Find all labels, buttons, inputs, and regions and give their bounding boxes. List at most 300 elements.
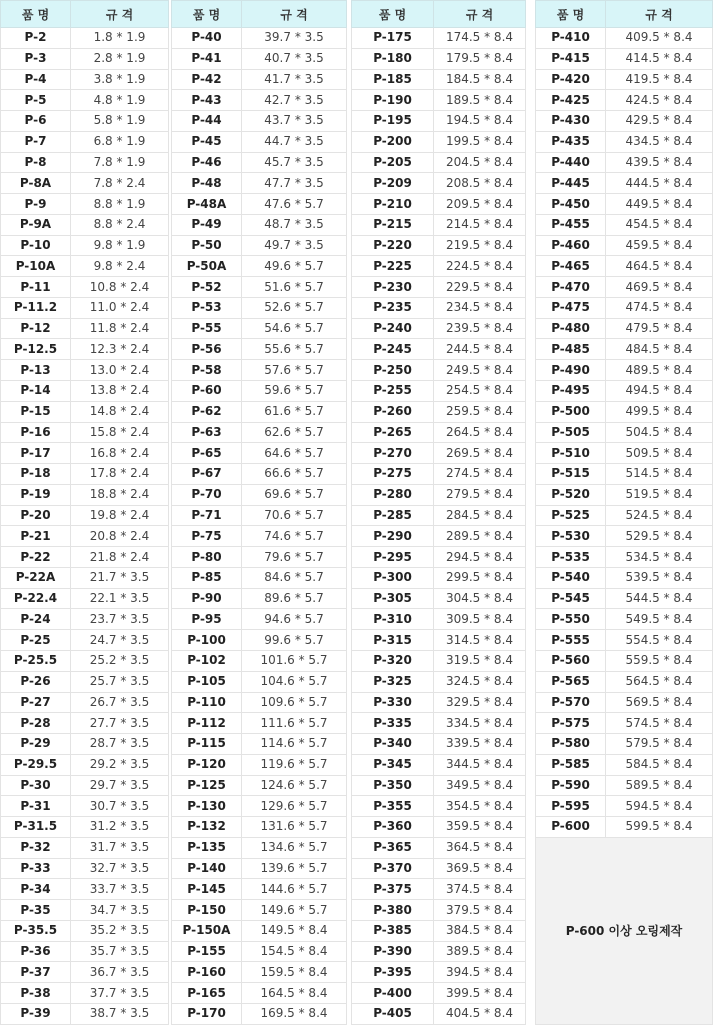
part-name-cell: P-530 bbox=[536, 526, 606, 547]
part-name-cell: P-48 bbox=[172, 173, 242, 194]
table-row bbox=[536, 28, 713, 49]
part-spec-cell: 149.5 * 8.4 bbox=[242, 920, 347, 941]
part-name-cell: P-315 bbox=[352, 630, 434, 651]
table-row bbox=[1, 256, 169, 277]
table-row bbox=[352, 339, 526, 360]
part-spec-cell: 404.5 * 8.4 bbox=[434, 1003, 526, 1024]
table-row bbox=[536, 297, 713, 318]
table-row bbox=[352, 837, 526, 858]
table-row bbox=[172, 401, 347, 422]
table-row bbox=[1, 526, 169, 547]
table-row bbox=[172, 28, 347, 49]
part-spec-cell: 149.6 * 5.7 bbox=[242, 900, 347, 921]
part-spec-cell: 134.6 * 5.7 bbox=[242, 837, 347, 858]
table-row bbox=[172, 900, 347, 921]
part-name-cell: P-112 bbox=[172, 713, 242, 734]
table-row bbox=[172, 630, 347, 651]
part-spec-cell: 22.1 * 3.5 bbox=[71, 588, 169, 609]
part-spec-cell: 544.5 * 8.4 bbox=[606, 588, 713, 609]
table-row bbox=[352, 650, 526, 671]
part-spec-cell: 69.6 * 5.7 bbox=[242, 484, 347, 505]
name-header: 품 명 bbox=[1, 1, 71, 28]
part-name-cell: P-14 bbox=[1, 381, 71, 402]
part-name-cell: P-375 bbox=[352, 879, 434, 900]
part-spec-cell: 169.5 * 8.4 bbox=[242, 1003, 347, 1024]
table-row bbox=[536, 734, 713, 755]
part-spec-cell: 25.2 * 3.5 bbox=[71, 650, 169, 671]
table-row bbox=[352, 277, 526, 298]
part-name-cell: P-480 bbox=[536, 318, 606, 339]
part-spec-cell: 594.5 * 8.4 bbox=[606, 796, 713, 817]
part-spec-cell: 66.6 * 5.7 bbox=[242, 464, 347, 485]
part-spec-cell: 14.8 * 2.4 bbox=[71, 401, 169, 422]
table-row bbox=[536, 235, 713, 256]
part-name-cell: P-505 bbox=[536, 422, 606, 443]
part-spec-cell: 279.5 * 8.4 bbox=[434, 484, 526, 505]
table-row bbox=[172, 920, 347, 941]
part-spec-cell: 234.5 * 8.4 bbox=[434, 297, 526, 318]
part-name-cell: P-33 bbox=[1, 858, 71, 879]
part-name-cell: P-120 bbox=[172, 754, 242, 775]
part-spec-cell: 13.8 * 2.4 bbox=[71, 381, 169, 402]
table-row bbox=[172, 256, 347, 277]
table-row bbox=[1, 858, 169, 879]
part-spec-cell: 54.6 * 5.7 bbox=[242, 318, 347, 339]
table-row bbox=[1, 339, 169, 360]
table-row bbox=[172, 484, 347, 505]
part-spec-cell: 5.8 * 1.9 bbox=[71, 111, 169, 132]
part-spec-cell: 4.8 * 1.9 bbox=[71, 90, 169, 111]
part-name-cell: P-67 bbox=[172, 464, 242, 485]
table-row bbox=[536, 360, 713, 381]
part-name-cell: P-2 bbox=[1, 28, 71, 49]
note-row bbox=[536, 837, 713, 1024]
part-name-cell: P-535 bbox=[536, 547, 606, 568]
part-spec-cell: 179.5 * 8.4 bbox=[434, 48, 526, 69]
table-row bbox=[172, 609, 347, 630]
part-spec-cell: 574.5 * 8.4 bbox=[606, 713, 713, 734]
table-row bbox=[1, 152, 169, 173]
table-row bbox=[1, 609, 169, 630]
part-name-cell: P-435 bbox=[536, 131, 606, 152]
part-spec-cell: 79.6 * 5.7 bbox=[242, 547, 347, 568]
part-spec-cell: 45.7 * 3.5 bbox=[242, 152, 347, 173]
part-name-cell: P-125 bbox=[172, 775, 242, 796]
part-spec-cell: 20.8 * 2.4 bbox=[71, 526, 169, 547]
part-name-cell: P-45 bbox=[172, 131, 242, 152]
part-spec-cell: 304.5 * 8.4 bbox=[434, 588, 526, 609]
part-name-cell: P-150 bbox=[172, 900, 242, 921]
part-spec-cell: 42.7 * 3.5 bbox=[242, 90, 347, 111]
part-spec-cell: 31.2 * 3.5 bbox=[71, 817, 169, 838]
part-spec-cell: 109.6 * 5.7 bbox=[242, 692, 347, 713]
part-spec-cell: 9.8 * 2.4 bbox=[71, 256, 169, 277]
table-row bbox=[172, 837, 347, 858]
part-spec-cell: 269.5 * 8.4 bbox=[434, 443, 526, 464]
part-name-cell: P-520 bbox=[536, 484, 606, 505]
table-row bbox=[172, 671, 347, 692]
table-row bbox=[1, 48, 169, 69]
part-spec-cell: 36.7 * 3.5 bbox=[71, 962, 169, 983]
part-spec-cell: 111.6 * 5.7 bbox=[242, 713, 347, 734]
part-spec-cell: 174.5 * 8.4 bbox=[434, 28, 526, 49]
part-spec-cell: 239.5 * 8.4 bbox=[434, 318, 526, 339]
part-spec-cell: 39.7 * 3.5 bbox=[242, 28, 347, 49]
part-spec-cell: 26.7 * 3.5 bbox=[71, 692, 169, 713]
part-spec-cell: 8.8 * 2.4 bbox=[71, 214, 169, 235]
part-spec-cell: 51.6 * 5.7 bbox=[242, 277, 347, 298]
part-name-cell: P-495 bbox=[536, 381, 606, 402]
table-row bbox=[536, 484, 713, 505]
table-body bbox=[352, 28, 526, 1025]
part-name-cell: P-590 bbox=[536, 775, 606, 796]
part-name-cell: P-600 bbox=[536, 817, 606, 838]
part-name-cell: P-22.4 bbox=[1, 588, 71, 609]
part-spec-cell: 49.6 * 5.7 bbox=[242, 256, 347, 277]
part-name-cell: P-280 bbox=[352, 484, 434, 505]
table-row bbox=[536, 90, 713, 111]
table-row bbox=[352, 69, 526, 90]
part-spec-cell: 47.6 * 5.7 bbox=[242, 194, 347, 215]
part-spec-cell: 43.7 * 3.5 bbox=[242, 111, 347, 132]
table-row bbox=[1, 464, 169, 485]
part-name-cell: P-85 bbox=[172, 567, 242, 588]
table-row bbox=[536, 671, 713, 692]
part-spec-cell: 44.7 * 3.5 bbox=[242, 131, 347, 152]
part-name-cell: P-490 bbox=[536, 360, 606, 381]
part-spec-cell: 84.6 * 5.7 bbox=[242, 567, 347, 588]
part-name-cell: P-36 bbox=[1, 941, 71, 962]
part-name-cell: P-455 bbox=[536, 214, 606, 235]
part-spec-cell: 61.6 * 5.7 bbox=[242, 401, 347, 422]
table-row bbox=[172, 962, 347, 983]
part-spec-cell: 274.5 * 8.4 bbox=[434, 464, 526, 485]
table-row bbox=[172, 194, 347, 215]
table-row bbox=[172, 48, 347, 69]
part-spec-cell: 32.7 * 3.5 bbox=[71, 858, 169, 879]
table-row bbox=[1, 111, 169, 132]
part-spec-cell: 204.5 * 8.4 bbox=[434, 152, 526, 173]
table-row bbox=[352, 152, 526, 173]
table-row bbox=[352, 381, 526, 402]
part-name-cell: P-63 bbox=[172, 422, 242, 443]
part-name-cell: P-170 bbox=[172, 1003, 242, 1024]
part-name-cell: P-585 bbox=[536, 754, 606, 775]
table-row bbox=[536, 214, 713, 235]
table-row bbox=[1, 214, 169, 235]
part-name-cell: P-240 bbox=[352, 318, 434, 339]
table-row bbox=[172, 588, 347, 609]
part-spec-cell: 12.3 * 2.4 bbox=[71, 339, 169, 360]
part-spec-cell: 208.5 * 8.4 bbox=[434, 173, 526, 194]
part-name-cell: P-390 bbox=[352, 941, 434, 962]
part-name-cell: P-42 bbox=[172, 69, 242, 90]
table-row bbox=[352, 360, 526, 381]
part-name-cell: P-415 bbox=[536, 48, 606, 69]
part-name-cell: P-465 bbox=[536, 256, 606, 277]
part-name-cell: P-209 bbox=[352, 173, 434, 194]
part-name-cell: P-4 bbox=[1, 69, 71, 90]
part-name-cell: P-46 bbox=[172, 152, 242, 173]
part-name-cell: P-35 bbox=[1, 900, 71, 921]
part-spec-cell: 6.8 * 1.9 bbox=[71, 131, 169, 152]
part-name-cell: P-295 bbox=[352, 547, 434, 568]
part-name-cell: P-355 bbox=[352, 796, 434, 817]
part-spec-cell: 11.0 * 2.4 bbox=[71, 297, 169, 318]
name-header: 품 명 bbox=[352, 1, 434, 28]
part-name-cell: P-32 bbox=[1, 837, 71, 858]
part-spec-cell: 409.5 * 8.4 bbox=[606, 28, 713, 49]
table-row bbox=[172, 69, 347, 90]
table-row bbox=[172, 650, 347, 671]
part-spec-cell: 199.5 * 8.4 bbox=[434, 131, 526, 152]
table-row bbox=[1, 879, 169, 900]
table-row bbox=[172, 796, 347, 817]
part-name-cell: P-130 bbox=[172, 796, 242, 817]
part-name-cell: P-90 bbox=[172, 588, 242, 609]
table-row bbox=[536, 713, 713, 734]
part-spec-cell: 40.7 * 3.5 bbox=[242, 48, 347, 69]
part-name-cell: P-430 bbox=[536, 111, 606, 132]
part-name-cell: P-165 bbox=[172, 983, 242, 1004]
table-row bbox=[172, 90, 347, 111]
part-spec-cell: 229.5 * 8.4 bbox=[434, 277, 526, 298]
table-row bbox=[172, 713, 347, 734]
part-spec-cell: 414.5 * 8.4 bbox=[606, 48, 713, 69]
part-spec-cell: 359.5 * 8.4 bbox=[434, 817, 526, 838]
table-row bbox=[1, 775, 169, 796]
part-spec-cell: 599.5 * 8.4 bbox=[606, 817, 713, 838]
part-name-cell: P-560 bbox=[536, 650, 606, 671]
table-row bbox=[172, 526, 347, 547]
table-row bbox=[352, 609, 526, 630]
part-name-cell: P-330 bbox=[352, 692, 434, 713]
table-row bbox=[352, 754, 526, 775]
part-spec-cell: 259.5 * 8.4 bbox=[434, 401, 526, 422]
table-row bbox=[172, 277, 347, 298]
part-name-cell: P-225 bbox=[352, 256, 434, 277]
part-name-cell: P-205 bbox=[352, 152, 434, 173]
part-spec-cell: 8.8 * 1.9 bbox=[71, 194, 169, 215]
part-name-cell: P-20 bbox=[1, 505, 71, 526]
part-name-cell: P-26 bbox=[1, 671, 71, 692]
part-spec-cell: 99.6 * 5.7 bbox=[242, 630, 347, 651]
table-row bbox=[352, 858, 526, 879]
table-row bbox=[1, 837, 169, 858]
table-row bbox=[1, 567, 169, 588]
part-name-cell: P-10A bbox=[1, 256, 71, 277]
table-row bbox=[1, 650, 169, 671]
table-row bbox=[536, 692, 713, 713]
part-name-cell: P-175 bbox=[352, 28, 434, 49]
part-spec-cell: 124.6 * 5.7 bbox=[242, 775, 347, 796]
part-spec-cell: 564.5 * 8.4 bbox=[606, 671, 713, 692]
table-row bbox=[1, 920, 169, 941]
part-spec-cell: 48.7 * 3.5 bbox=[242, 214, 347, 235]
table-row bbox=[172, 734, 347, 755]
table-row bbox=[172, 235, 347, 256]
part-spec-cell: 349.5 * 8.4 bbox=[434, 775, 526, 796]
part-spec-cell: 27.7 * 3.5 bbox=[71, 713, 169, 734]
part-spec-cell: 29.7 * 3.5 bbox=[71, 775, 169, 796]
table-row bbox=[1, 484, 169, 505]
part-spec-cell: 299.5 * 8.4 bbox=[434, 567, 526, 588]
table-body bbox=[1, 28, 169, 1025]
part-spec-cell: 214.5 * 8.4 bbox=[434, 214, 526, 235]
part-spec-cell: 2.8 * 1.9 bbox=[71, 48, 169, 69]
table-row bbox=[1, 505, 169, 526]
part-spec-cell: 64.6 * 5.7 bbox=[242, 443, 347, 464]
table-row bbox=[536, 609, 713, 630]
part-spec-cell: 129.6 * 5.7 bbox=[242, 796, 347, 817]
part-spec-cell: 11.8 * 2.4 bbox=[71, 318, 169, 339]
table-row bbox=[352, 131, 526, 152]
table-row bbox=[536, 381, 713, 402]
part-spec-cell: 254.5 * 8.4 bbox=[434, 381, 526, 402]
part-spec-cell: 62.6 * 5.7 bbox=[242, 422, 347, 443]
table-row bbox=[1, 941, 169, 962]
part-spec-cell: 364.5 * 8.4 bbox=[434, 837, 526, 858]
part-name-cell: P-11 bbox=[1, 277, 71, 298]
table-row bbox=[1, 983, 169, 1004]
table-row bbox=[352, 505, 526, 526]
table-row bbox=[172, 505, 347, 526]
part-name-cell: P-525 bbox=[536, 505, 606, 526]
part-spec-cell: 524.5 * 8.4 bbox=[606, 505, 713, 526]
table-row bbox=[536, 650, 713, 671]
spec-header: 규 격 bbox=[71, 1, 169, 28]
part-spec-cell: 38.7 * 3.5 bbox=[71, 1003, 169, 1024]
table-row bbox=[1, 401, 169, 422]
part-name-cell: P-265 bbox=[352, 422, 434, 443]
part-name-cell: P-43 bbox=[172, 90, 242, 111]
part-name-cell: P-550 bbox=[536, 609, 606, 630]
part-spec-cell: 399.5 * 8.4 bbox=[434, 983, 526, 1004]
table-row bbox=[172, 754, 347, 775]
part-name-cell: P-565 bbox=[536, 671, 606, 692]
table-row bbox=[1, 962, 169, 983]
part-name-cell: P-65 bbox=[172, 443, 242, 464]
part-spec-cell: 374.5 * 8.4 bbox=[434, 879, 526, 900]
table-row bbox=[352, 484, 526, 505]
part-spec-cell: 479.5 * 8.4 bbox=[606, 318, 713, 339]
part-name-cell: P-22A bbox=[1, 567, 71, 588]
part-name-cell: P-12 bbox=[1, 318, 71, 339]
part-name-cell: P-75 bbox=[172, 526, 242, 547]
table-row bbox=[172, 339, 347, 360]
part-spec-cell: 494.5 * 8.4 bbox=[606, 381, 713, 402]
part-spec-cell: 419.5 * 8.4 bbox=[606, 69, 713, 90]
part-spec-cell: 1.8 * 1.9 bbox=[71, 28, 169, 49]
part-spec-cell: 219.5 * 8.4 bbox=[434, 235, 526, 256]
table-row bbox=[352, 48, 526, 69]
part-name-cell: P-365 bbox=[352, 837, 434, 858]
part-name-cell: P-595 bbox=[536, 796, 606, 817]
part-spec-cell: 284.5 * 8.4 bbox=[434, 505, 526, 526]
part-spec-cell: 489.5 * 8.4 bbox=[606, 360, 713, 381]
part-name-cell: P-350 bbox=[352, 775, 434, 796]
part-spec-cell: 57.6 * 5.7 bbox=[242, 360, 347, 381]
table-row bbox=[1, 630, 169, 651]
part-spec-cell: 449.5 * 8.4 bbox=[606, 194, 713, 215]
part-spec-cell: 549.5 * 8.4 bbox=[606, 609, 713, 630]
part-name-cell: P-18 bbox=[1, 464, 71, 485]
part-name-cell: P-3 bbox=[1, 48, 71, 69]
part-spec-cell: 35.2 * 3.5 bbox=[71, 920, 169, 941]
part-name-cell: P-62 bbox=[172, 401, 242, 422]
table-row bbox=[172, 567, 347, 588]
part-name-cell: P-39 bbox=[1, 1003, 71, 1024]
part-name-cell: P-115 bbox=[172, 734, 242, 755]
table-row bbox=[352, 962, 526, 983]
part-name-cell: P-210 bbox=[352, 194, 434, 215]
table-row bbox=[172, 214, 347, 235]
part-name-cell: P-29 bbox=[1, 734, 71, 755]
part-name-cell: P-58 bbox=[172, 360, 242, 381]
table-row bbox=[1, 692, 169, 713]
part-name-cell: P-500 bbox=[536, 401, 606, 422]
part-spec-cell: 144.6 * 5.7 bbox=[242, 879, 347, 900]
part-spec-cell: 52.6 * 5.7 bbox=[242, 297, 347, 318]
part-name-cell: P-9 bbox=[1, 194, 71, 215]
table-row bbox=[352, 1003, 526, 1024]
table-row bbox=[1, 547, 169, 568]
table-row bbox=[352, 422, 526, 443]
part-spec-cell: 324.5 * 8.4 bbox=[434, 671, 526, 692]
table-row bbox=[536, 464, 713, 485]
table-row bbox=[352, 526, 526, 547]
part-spec-cell: 569.5 * 8.4 bbox=[606, 692, 713, 713]
part-spec-cell: 429.5 * 8.4 bbox=[606, 111, 713, 132]
part-name-cell: P-55 bbox=[172, 318, 242, 339]
part-name-cell: P-16 bbox=[1, 422, 71, 443]
table-row bbox=[172, 692, 347, 713]
table-row bbox=[536, 48, 713, 69]
table-row bbox=[352, 567, 526, 588]
table-row bbox=[536, 588, 713, 609]
table-row bbox=[352, 173, 526, 194]
table-row bbox=[536, 422, 713, 443]
part-spec-cell: 18.8 * 2.4 bbox=[71, 484, 169, 505]
part-name-cell: P-255 bbox=[352, 381, 434, 402]
part-name-cell: P-15 bbox=[1, 401, 71, 422]
part-spec-cell: 249.5 * 8.4 bbox=[434, 360, 526, 381]
part-name-cell: P-510 bbox=[536, 443, 606, 464]
part-spec-cell: 23.7 * 3.5 bbox=[71, 609, 169, 630]
part-spec-cell: 70.6 * 5.7 bbox=[242, 505, 347, 526]
part-name-cell: P-19 bbox=[1, 484, 71, 505]
part-name-cell: P-8A bbox=[1, 173, 71, 194]
part-name-cell: P-31.5 bbox=[1, 817, 71, 838]
table-row bbox=[172, 381, 347, 402]
part-spec-cell: 47.7 * 3.5 bbox=[242, 173, 347, 194]
table-row bbox=[1, 381, 169, 402]
part-spec-cell: 16.8 * 2.4 bbox=[71, 443, 169, 464]
table-row bbox=[352, 941, 526, 962]
table-body bbox=[536, 28, 713, 1025]
table-row bbox=[536, 152, 713, 173]
table-row bbox=[172, 443, 347, 464]
part-name-cell: P-215 bbox=[352, 214, 434, 235]
part-spec-cell: 24.7 * 3.5 bbox=[71, 630, 169, 651]
table-row bbox=[352, 588, 526, 609]
part-name-cell: P-60 bbox=[172, 381, 242, 402]
table-row bbox=[1, 817, 169, 838]
table-row bbox=[352, 235, 526, 256]
table-row bbox=[352, 464, 526, 485]
part-name-cell: P-545 bbox=[536, 588, 606, 609]
part-name-cell: P-320 bbox=[352, 650, 434, 671]
